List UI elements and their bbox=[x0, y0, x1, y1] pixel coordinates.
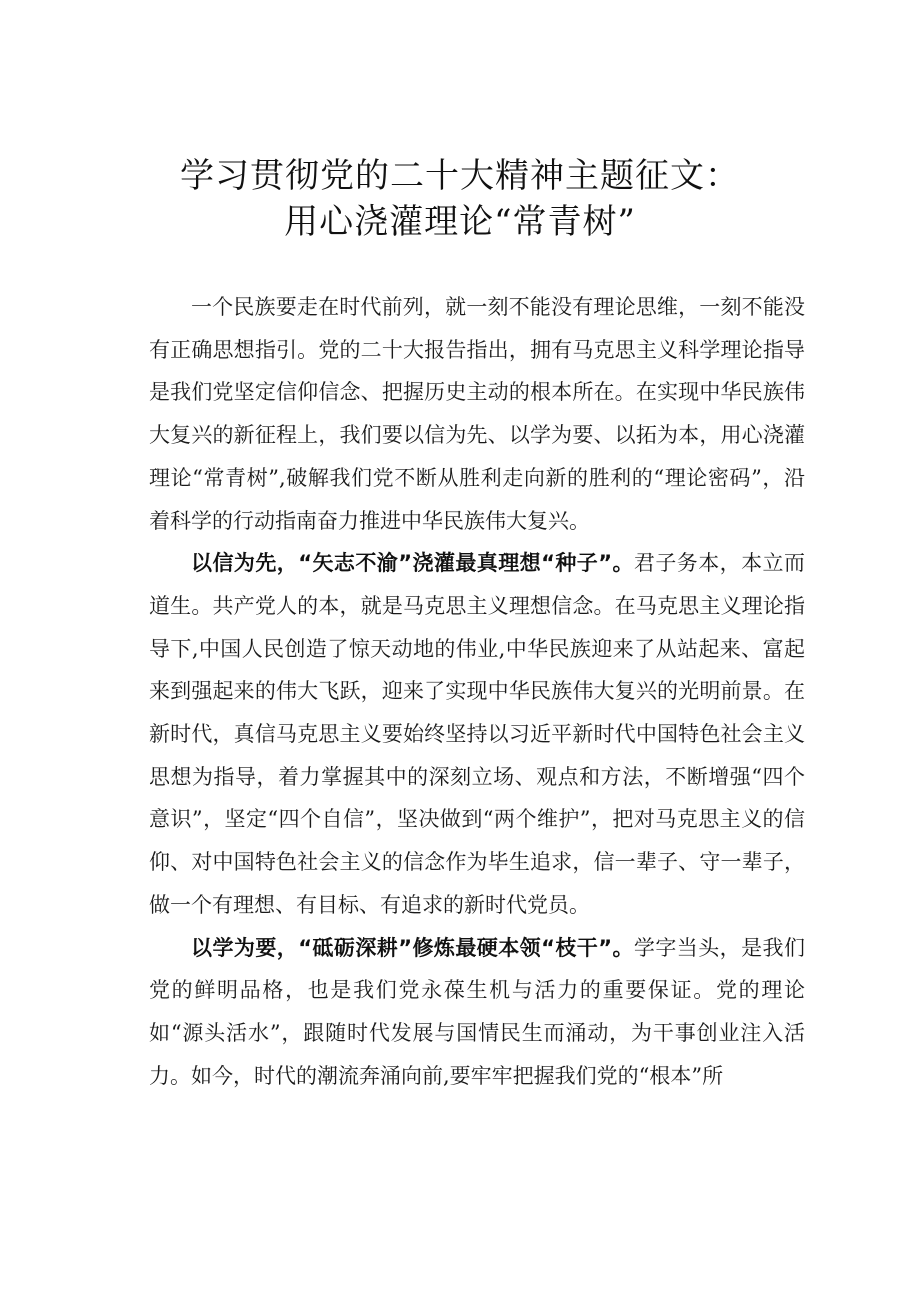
paragraph-intro bbox=[149, 286, 805, 542]
paragraph-lead: 以学为要，“砥砺深耕”修炼最硬本领“枝干”。 bbox=[191, 935, 634, 960]
title-line-1: 学习贯彻党的二十大精神主题征文： bbox=[180, 156, 740, 196]
paragraph-text: 学字当头，是我们党的鲜明品格，也是我们党永葆生机与活力的重要保证。党的理论如“源头活水”，跟随时代发展与国情民生而涌动，为干事创业注入活力。如今，时代的潮流奔涌向前,要牢牢把握我们党的“根本”所 bbox=[149, 935, 805, 1088]
paragraph-lead: 以信为先，“矢志不渝”浇灌最真理想“种子”。 bbox=[191, 551, 634, 576]
paragraph-text: 一个民族要走在时代前列，就一刻不能没有理论思维，一刻不能没有正确思想指引。党的二十大报告指出，拥有马克思主义科学理论指导是我们党坚定信仰信念、把握历史主动的根本所在。在实现中华民族伟大复兴的新征程上，我们要以信为先、以学为要、以拓为本，用心浇灌理论“常青树”,破解我们党不断从胜利走向新的胜利的“理论密码”，沿着科学的行动指南奋力推进中华民族伟大复兴。 bbox=[149, 295, 805, 533]
paragraph-faith bbox=[149, 542, 805, 926]
document-body bbox=[149, 286, 805, 1097]
title-line-2: 用心浇灌理论“常青树” bbox=[284, 202, 636, 242]
document-title bbox=[140, 153, 780, 245]
paragraph-text: 君子务本，本立而道生。共产党人的本，就是马克思主义理想信念。在马克思主义理论指导下,中国人民创造了惊天动地的伟业,中华民族迎来了从站起来、富起来到强起来的伟大飞跃，迎来了实现中华民族伟大复兴的光明前景。在新时代，真信马克思主义要始终坚持以习近平新时代中国特色社会主义思想为指导，着力掌握其中的深刻立场、观点和方法，不断增强“四个意识”，坚定“四个自信”，坚决做到“两个维护”，把对马克思主义的信仰、对中国特色社会主义的信念作为毕生追求，信一辈子、守一辈子，做一个有理想、有目标、有追求的新时代党员。 bbox=[149, 551, 805, 917]
paragraph-study bbox=[149, 927, 805, 1098]
